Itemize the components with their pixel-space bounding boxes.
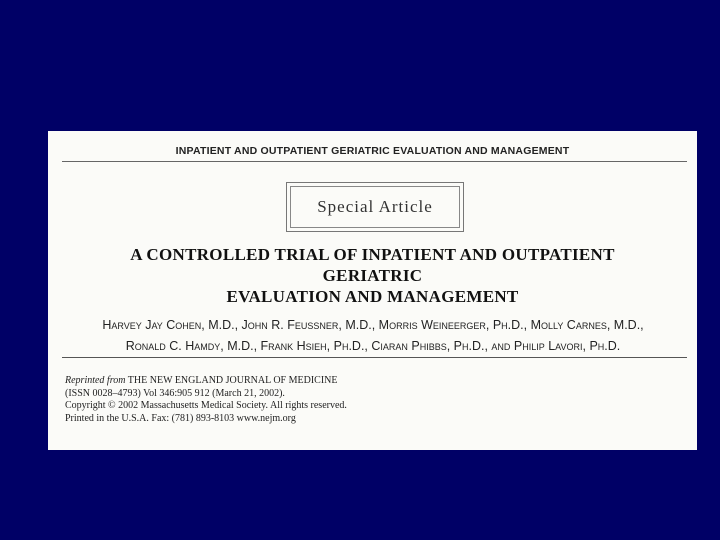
bottom-divider: [62, 357, 687, 358]
section-label-box: [286, 182, 464, 232]
scanned-article-header: [48, 131, 697, 450]
printed-line: Printed in the U.S.A. Fax: (781) 893-8103 www.nejm.org: [65, 412, 296, 424]
author-list: [68, 315, 678, 357]
issn-line: (ISSN 0028–4793) Vol 346:905 912 (March 21, 2002).: [65, 387, 285, 399]
reprint-notice: [65, 375, 347, 425]
reprint-prefix: Reprinted from: [65, 375, 126, 386]
author-line-2: Ronald C. Hamdy, M.D., Frank Hsieh, Ph.D., Ciaran Phibbs, Ph.D., and Philip Lavori, Ph.D.: [125, 339, 621, 353]
author-line-1: Harvey Jay Cohen, M.D., John R. Feussner, M.D., Morris Weineerger, Ph.D., Molly Carnes, M.D.,: [102, 318, 644, 332]
article-title: [88, 244, 657, 307]
journal-name: THE NEW ENGLAND JOURNAL OF MEDICINE: [127, 375, 338, 386]
reprint-source-line: [65, 375, 347, 388]
copyright-line: Copyright © 2002 Massachusetts Medical Society. All rights reserved.: [65, 400, 347, 411]
article-title-line-2: EVALUATION AND MANAGEMENT: [226, 287, 519, 306]
running-head: INPATIENT AND OUTPATIENT GERIATRIC EVALUATION AND MANAGEMENT: [175, 145, 570, 157]
top-divider: [62, 161, 687, 162]
article-title-line-1: A CONTROLLED TRIAL OF INPATIENT AND OUTPATIENT GERIATRIC: [130, 245, 615, 285]
section-label: Special Article: [290, 186, 460, 228]
